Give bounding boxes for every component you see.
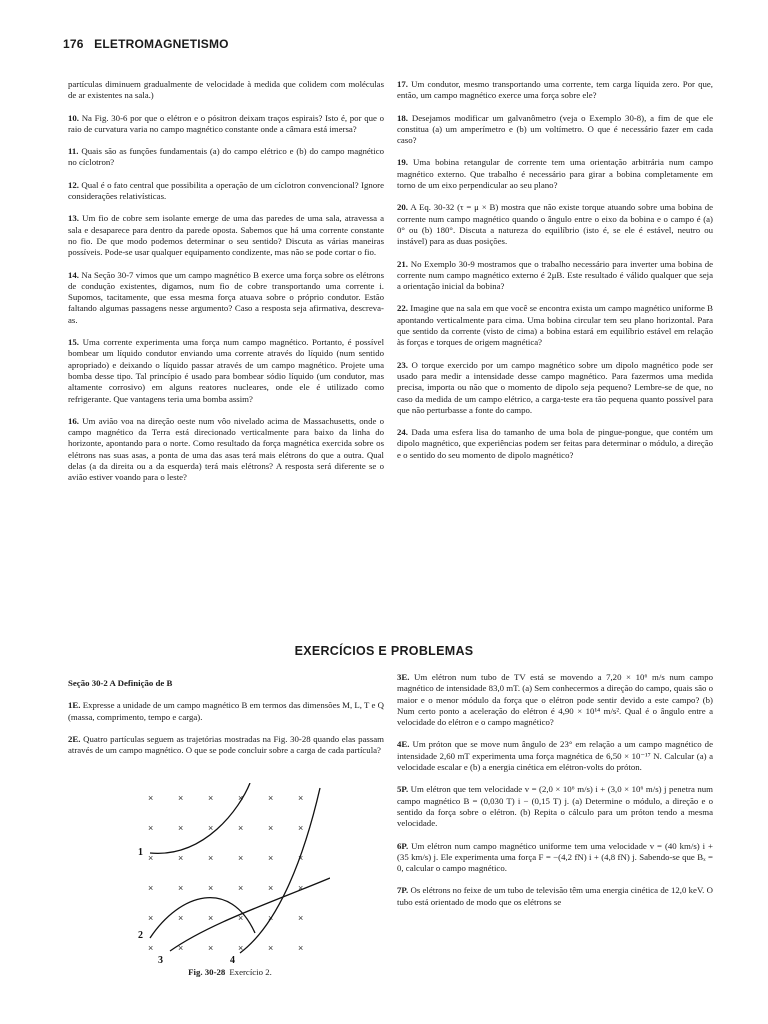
field-cross-mark: × (298, 793, 304, 803)
exercise-item-text: Um próton que se move num ângulo de 23° em relação a um campo magnético de intensidade 2,60 mT experimenta uma força magnética de 6,50 × 10⁻¹⁷ N. Calcular (a) a velocidade escalar e (b) a energia cinética em elétron-volts do próton. (397, 739, 713, 773)
exercise-item-number: 7P. (397, 885, 409, 896)
question-item-number: 17. (397, 79, 408, 89)
trajectory-label: 2 (138, 930, 143, 941)
subsection-heading: Seção 30-2 A Definição de B (68, 678, 173, 688)
exercise-item-text: Um elétron num campo magnético uniforme tem uma velocidade v = (40 km/s) i + (35 km/s) j. Ele experimenta uma força F = −(4,2 fN) i + (4,8 fN) j. Sabendo-se que Bₓ = 0, calcular o campo magnético. (397, 840, 713, 874)
exercise-item-number: 2E. (68, 733, 81, 744)
field-cross-mark: × (208, 913, 214, 923)
figure-caption-label: Fig. 30-28 (188, 967, 226, 977)
question-item-number: 16. (68, 415, 79, 426)
field-cross-mark: × (148, 823, 154, 833)
field-cross-mark: × (178, 853, 184, 863)
question-item-text: Na Seção 30-7 vimos que um campo magnético B exerce uma força sobre os elétrons de condução existentes, digamos, num fio de cobre transportando uma corrente i. Supomos, tacitamente, que essa mesma força atuava sobre o próprio condutor. Estão faltando algumas passagens nesse argumento? Caso a resposta seja afirmativa, descreva-as. (68, 269, 384, 325)
question-item (397, 259, 713, 293)
question-item-number: 21. (397, 258, 408, 269)
question-item-number: 23. (397, 359, 408, 370)
exercise-item-text: Um elétron num tubo de TV está se movendo a 7,20 × 10⁶ m/s num campo magnético de intensidade 83,0 mT. (a) Sem conhecermos a direção do campo, quais são o maior e o menor módulo da força que o elétron pode sentir devido a este campo? (b) Num certo ponto a aceleração do elétron é 4,90 × 10¹⁴ m/s². Qual é o ângulo entre a velocidade do elétron e o campo magnético? (397, 672, 713, 728)
field-cross-mark: × (178, 943, 184, 953)
field-cross-mark: × (298, 943, 304, 953)
question-item-text: Na Fig. 30-6 por que o elétron e o pósitron deixam traços espirais? Isto é, por que o raio de curvatura varia no campo magnético constante onde a câmara está imersa? (68, 112, 385, 134)
questions-right-column (397, 79, 713, 472)
page-number: 176 (63, 37, 84, 51)
field-cross-mark: × (178, 913, 184, 923)
exercise-list-left (68, 700, 384, 756)
question-item (68, 270, 384, 326)
question-item (397, 427, 713, 461)
question-item-text: A Eq. 30-32 (τ = μ × B) mostra que não existe torque atuando sobre uma bobina de corrente num campo magnético quando o ângulo entre o eixo da bobina e o campo é (a) 0° ou (b) 180°. Discuta a natureza do equilíbrio (isto é, se ele é estável, neutro ou instável) para as duas posições. (397, 202, 713, 247)
exercise-item (397, 739, 713, 773)
question-item (397, 303, 713, 348)
field-cross-mark: × (268, 853, 274, 863)
exercise-item-number: 1E. (68, 700, 81, 711)
figure-30-28 (130, 783, 330, 973)
figure-caption-text: Exercício 2. (229, 967, 272, 977)
question-item-text: No Exemplo 30-9 mostramos que o trabalho necessário para inverter uma bobina de corrente num campo magnético externo é 2μB. Este resultado é válido qualquer que seja a orientação inicial da bobina? (397, 258, 713, 292)
field-cross-mark: × (298, 913, 304, 923)
trajectory-label: 3 (158, 955, 163, 966)
field-cross-mark: × (178, 883, 184, 893)
chapter-title: ELETROMAGNETISMO (94, 37, 229, 51)
question-item-number: 22. (397, 303, 408, 314)
question-item-number: 20. (397, 202, 408, 213)
question-item-number: 15. (68, 337, 79, 348)
exercise-item-number: 6P. (397, 840, 409, 851)
field-cross-mark: × (268, 913, 274, 923)
field-cross-mark: × (148, 793, 154, 803)
exercise-item-text: Os elétrons no feixe de um tubo de televisão têm uma energia cinética de 12,0 keV. O tubo está orientado de modo que os elétrons se (397, 885, 714, 907)
field-cross-mark: × (298, 883, 304, 893)
question-item (68, 146, 384, 169)
field-cross-mark: × (208, 793, 214, 803)
trajectory-label: 1 (138, 847, 143, 858)
exercise-item-number: 3E. (397, 672, 410, 682)
exercise-item (397, 784, 713, 829)
field-cross-mark: × (268, 823, 274, 833)
question-item-text: Qual é o fato central que possibilita a operação de um cíclotron convencional? Ignore considerações relativísticas. (68, 179, 385, 202)
field-cross-mark: × (148, 913, 154, 923)
question-item (397, 113, 713, 147)
question-item-text: Um condutor, mesmo transportando uma corrente, tem carga líquida zero. Por que, então, um campo magnético exerce uma força sobre ele? (397, 79, 714, 101)
exercise-item-text: Expresse a unidade de um campo magnético B em termos das dimensões M, L, T e Q (massa, comprimento, tempo e carga). (68, 700, 385, 722)
question-item (68, 180, 384, 203)
exercises-right-column (397, 672, 713, 919)
exercise-item-number: 5P. (397, 784, 409, 795)
field-cross-mark: × (208, 823, 214, 833)
question-item-text: partículas diminuem gradualmente de velocidade à medida que colidem com moléculas de ar existentes na sala.) (68, 79, 384, 101)
field-cross-mark: × (148, 883, 154, 893)
question-item-number: 24. (397, 427, 408, 438)
field-cross-mark: × (238, 943, 244, 953)
field-cross-mark: × (208, 883, 214, 893)
question-item-text: O torque exercido por um campo magnético sobre um dipolo magnético pode ser usado para medir a intensidade desse campo magnético. Para fazermos uma medida precisa, importa ou não que o momento de dipolo seja pequeno? Lembre-se de que, no caso da medida de um campo elétrico, a carga-teste era tão pequena quanto possível para que não perturbasse a fonte do campo. (397, 359, 713, 415)
question-item-text: Um avião voa na direção oeste num vôo nivelado acima de Massachusetts, onde o campo magnético da Terra está direcionado verticalmente para baixo da linha do horizonte, apontando para o norte. Como resultado da força magnética exercida sobre os elétrons nas suas asas, a ponta de uma das asas terá mais elétrons do que a outra. Qual delas (a da direita ou a da esquerda) terá mais elétrons? A resposta será diferente se o avião estiver voando para o leste? (68, 415, 384, 483)
section-title: EXERCÍCIOS E PROBLEMAS (294, 644, 474, 658)
field-cross-mark: × (238, 823, 244, 833)
field-cross-mark: × (208, 943, 214, 953)
trajectory-label: 4 (230, 955, 235, 966)
question-item-number: 12. (68, 179, 79, 190)
question-item (68, 416, 384, 484)
field-cross-mark: × (238, 883, 244, 893)
field-cross-mark: × (268, 883, 274, 893)
trajectory-diagram (130, 783, 330, 973)
field-cross-mark: × (268, 793, 274, 803)
exercise-item-text: Um elétron que tem velocidade v = (2,0 × 10⁶ m/s) i + (3,0 × 10⁶ m/s) j penetra num campo magnético B = (0,030 T) i − (0,15 T) j. (a) Determine o módulo, a direção e o sentido da força sobre o elétron. (b) Repita o cálculo para um próton tendo a mesma velocidade. (397, 784, 713, 829)
field-cross-mark: × (238, 913, 244, 923)
question-item-text: Imagine que na sala em que você se encontra exista um campo magnético uniforme B apontando verticalmente para cima. Uma bobina circular tem seu plano horizontal. Para que sentido da corrente (visto de cima) a bobina estará em equilíbrio estável em relação às forças e torques de origem magnética? (397, 303, 713, 348)
question-item-number: 18. (397, 112, 408, 123)
exercise-item (397, 672, 713, 728)
particle-trajectory (150, 783, 250, 853)
question-item (68, 337, 384, 405)
question-item-text: Um fio de cobre sem isolante emerge de uma das paredes de uma sala, atravessa a sala e desaparece para dentro da parede oposta. Sabemos que há uma corrente constante no fio. De que modo podemos determinar o seu sentido? Discuta as várias maneiras possíveis. Pode-se usar qualquer equipamento condizente, mas não se pode cortar o fio. (68, 213, 384, 258)
exercise-item (68, 700, 384, 723)
question-item-text: Quais são as funções fundamentais (a) do campo elétrico e (b) do campo magnético no cíclotron? (68, 146, 385, 168)
question-item-text: Dada uma esfera lisa do tamanho de uma bola de pingue-pongue, que contém um dipolo magnético, que experiências podem ser feitas para determinar o módulo, a direção e o sentido do seu momento de dipolo magnético? (397, 427, 714, 460)
question-item-number: 19. (397, 157, 408, 168)
question-item (397, 157, 713, 191)
question-item-text: Desejamos modificar um galvanômetro (veja o Exemplo 30-8), a fim de que ele constitua (a) um amperímetro e (b) um voltímetro. O que é necessário fazer em cada caso? (397, 112, 713, 146)
exercise-item (397, 885, 713, 908)
question-item-number: 14. (68, 269, 79, 280)
page-header (63, 37, 229, 51)
figure-caption (130, 967, 330, 977)
question-item (397, 79, 713, 102)
field-cross-mark: × (208, 853, 214, 863)
field-cross-mark: × (178, 793, 184, 803)
question-item (68, 213, 384, 258)
question-item-text: Uma corrente experimenta uma força num campo magnético. Portanto, é possível bombear um líquido condutor enviando uma corrente através do líquido (num sentido apropriado) e deixando o líquido passar através de um campo magnético. Projete uma bomba desse tipo. Tal princípio é usado para bombear sódio líquido (um condutor, mas altamente corrosivo) em alguns reatores nucleares, onde ele é utilizado como refrigerante. Que vantagens teria uma bomba assim? (68, 337, 385, 404)
question-item (397, 202, 713, 247)
field-cross-mark: × (238, 793, 244, 803)
field-cross-mark: × (148, 943, 154, 953)
field-cross-mark: × (148, 853, 154, 863)
field-cross-mark: × (268, 943, 274, 953)
field-cross-mark: × (178, 823, 184, 833)
questions-left-column (68, 79, 384, 495)
exercises-left-column (68, 678, 384, 767)
exercise-item-text: Quatro partículas seguem as trajetórias mostradas na Fig. 30-28 quando elas passam através de um campo magnético. O que se pode concluir sobre a carga de cada partícula? (68, 733, 384, 756)
question-item (68, 113, 384, 136)
question-item (397, 360, 713, 416)
question-item-text: Uma bobina retangular de corrente tem uma orientação arbitrária num campo magnético externo. Que trabalho é necessário para girar a bobina completamente em torno de um eixo perpendicular ao seu plano? (397, 157, 714, 191)
question-item-number: 13. (68, 213, 79, 224)
exercise-item (68, 734, 384, 757)
question-item (68, 79, 384, 102)
exercise-item (397, 841, 713, 875)
question-item-number: 10. (68, 112, 79, 123)
field-cross-mark: × (298, 853, 304, 863)
particle-trajectory (170, 878, 330, 951)
field-cross-mark: × (298, 823, 304, 833)
exercise-item-number: 4E. (397, 739, 410, 750)
question-item-number: 11. (68, 146, 79, 157)
field-cross-mark: × (238, 853, 244, 863)
